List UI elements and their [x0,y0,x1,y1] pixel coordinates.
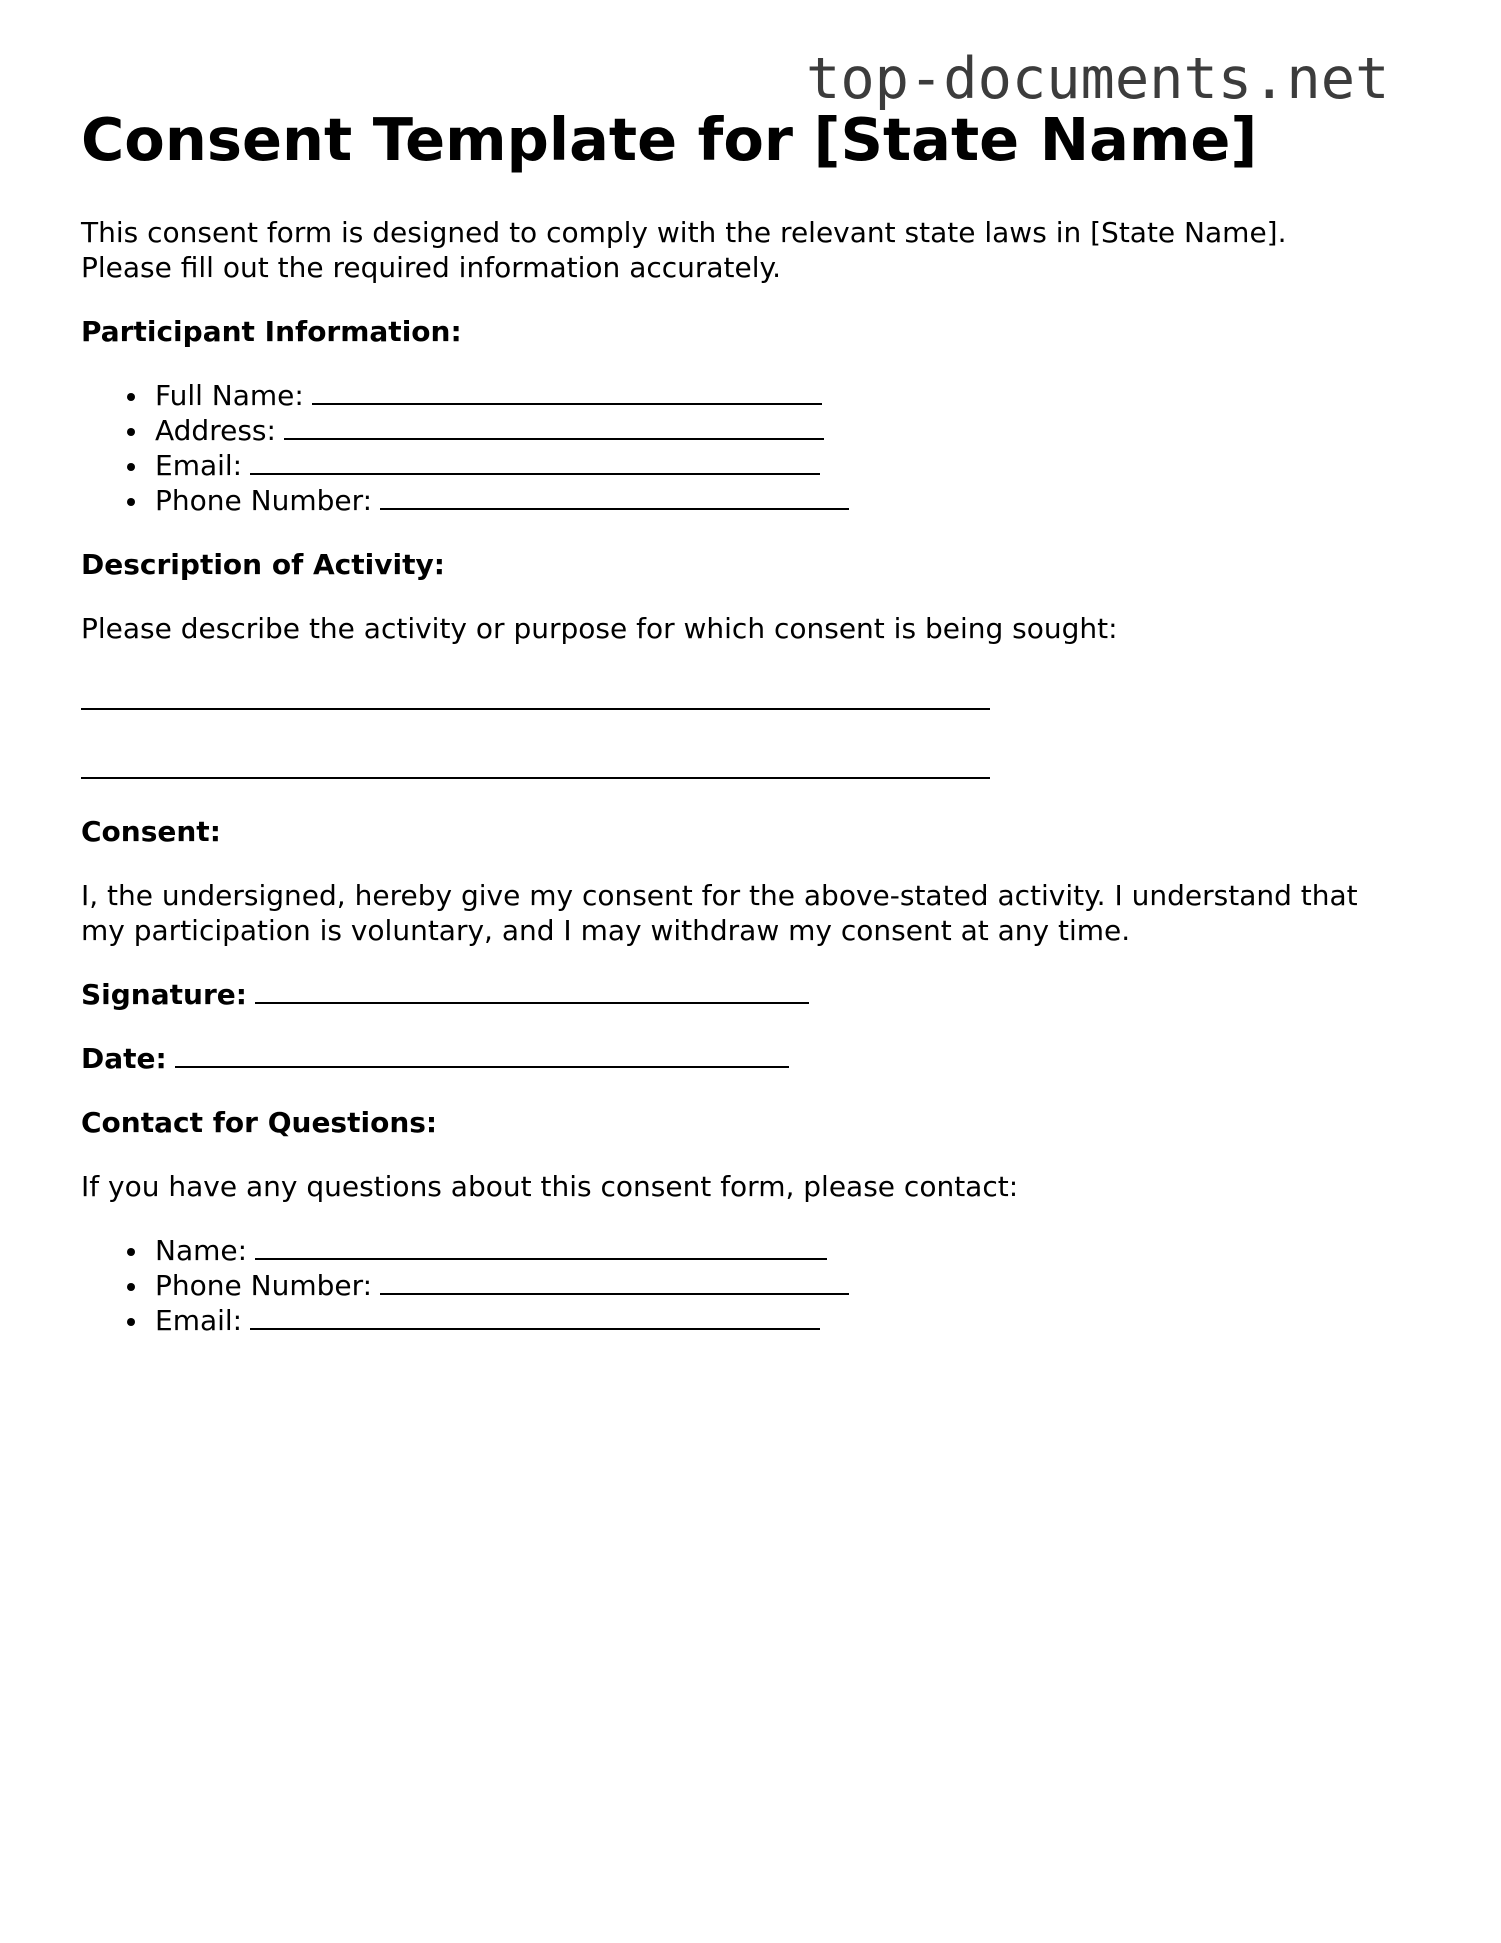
consent-line: I, the undersigned, hereby give my consent for the above-stated activity. I understand that [81,879,1358,912]
contact-phone-label: Phone Number: [155,1269,373,1302]
consent-heading: Consent: [81,815,221,848]
contact-phone-field[interactable] [380,1268,849,1295]
intro-line: This consent form is designed to comply with the relevant state laws in [State Name]. [81,216,1287,249]
full-name-label: Full Name: [155,379,304,412]
list-item [155,378,1421,413]
address-field[interactable] [284,413,824,440]
page-title: Consent Template for [State Name] [81,105,1258,174]
date-row [81,1041,1421,1076]
watermark: top-documents.net [806,46,1390,112]
list-item [155,1268,1421,1303]
list-item [155,1303,1421,1338]
activity-prompt: Please describe the activity or purpose for which consent is being sought: [81,612,1118,645]
contact-heading: Contact for Questions: [81,1106,438,1139]
contact-email-label: Email: [155,1304,243,1337]
activity-description-line-1[interactable] [81,708,990,710]
phone-field[interactable] [380,483,849,510]
participant-fields-list [81,378,1421,518]
contact-prompt: If you have any questions about this consent form, please contact: [81,1170,1019,1203]
document-page [81,104,1421,1338]
participant-heading: Participant Information: [81,315,462,348]
phone-label: Phone Number: [155,484,373,517]
consent-line: my participation is voluntary, and I may withdraw my consent at any time. [81,914,1131,947]
list-item [155,483,1421,518]
date-label: Date: [81,1042,167,1075]
signature-row [81,977,1421,1012]
contact-fields-list [81,1233,1421,1338]
intro-line: Please fill out the required information accurately. [81,251,782,284]
date-field[interactable] [175,1041,789,1068]
list-item [155,448,1421,483]
activity-description-line-2[interactable] [81,777,990,779]
signature-label: Signature: [81,978,247,1011]
email-field[interactable] [250,448,820,475]
contact-email-field[interactable] [250,1303,820,1330]
list-item [155,413,1421,448]
full-name-field[interactable] [312,378,822,405]
consent-paragraph [81,878,1421,948]
activity-heading: Description of Activity: [81,548,445,581]
signature-field[interactable] [255,977,809,1004]
email-label: Email: [155,449,243,482]
intro-paragraph [81,215,1421,285]
list-item [155,1233,1421,1268]
contact-name-field[interactable] [255,1233,827,1260]
contact-name-label: Name: [155,1234,248,1267]
address-label: Address: [155,414,276,447]
